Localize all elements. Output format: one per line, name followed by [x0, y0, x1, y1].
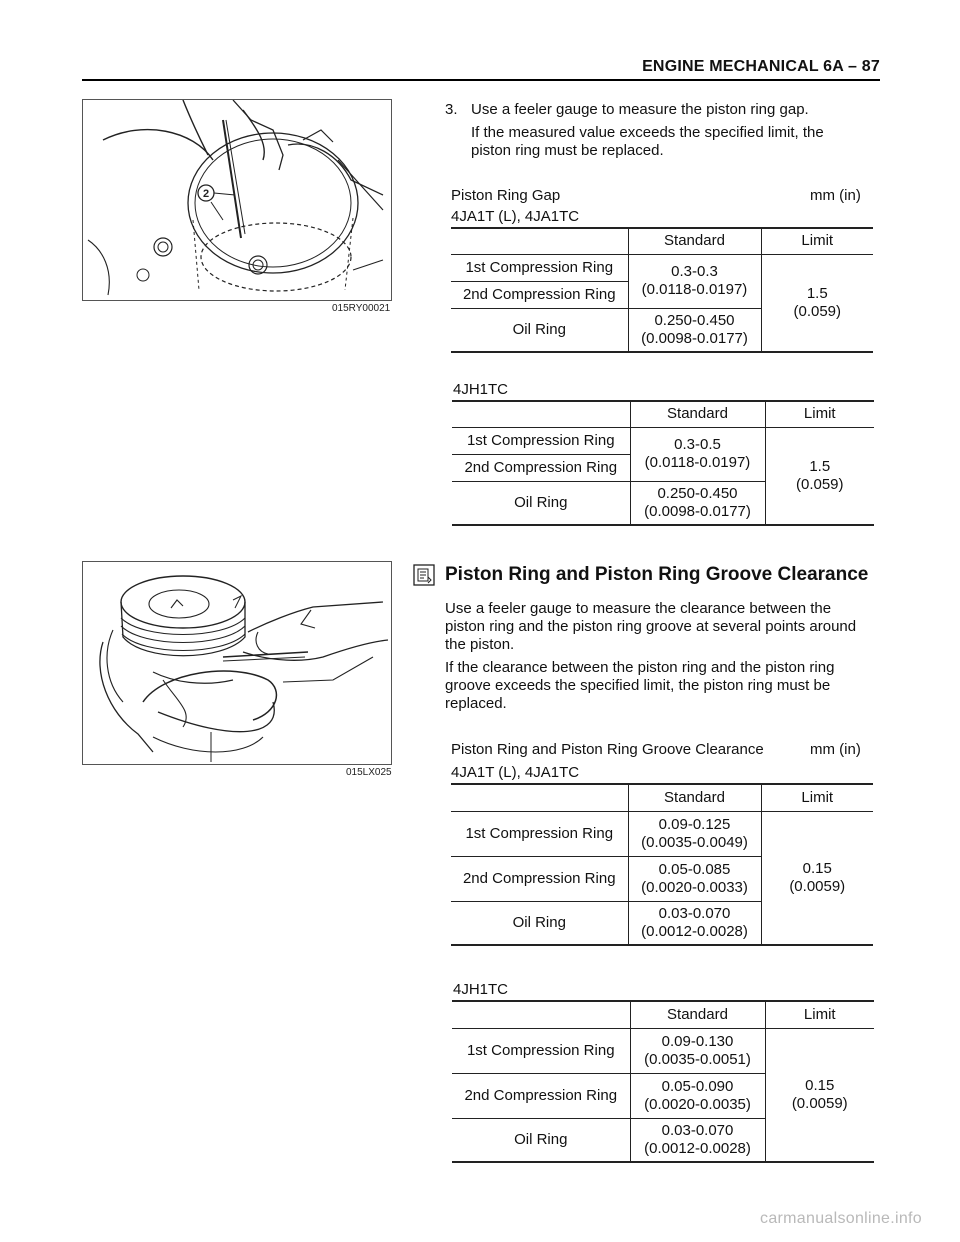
- groove-models-1: 4JA1T (L), 4JA1TC: [451, 764, 580, 781]
- watermark-text: carmanualsonline.info: [760, 1210, 922, 1227]
- limit-value-line-2: (0.0059): [791, 1094, 848, 1112]
- standard-value-line-1: 0.3-0.5: [674, 436, 721, 453]
- col-limit-header: Limit: [761, 228, 873, 254]
- col-standard-header: Standard: [628, 784, 761, 811]
- standard-value-line-1: 0.3-0.3: [671, 263, 718, 280]
- row-label-2nd-compression: 2nd Compression Ring: [452, 1073, 630, 1118]
- standard-value-line-1: 0.250-0.450: [654, 311, 735, 329]
- row-label-oil-ring: Oil Ring: [451, 308, 628, 352]
- standard-value-1st-compression: [628, 811, 761, 856]
- standard-value-oil-ring: [628, 901, 761, 945]
- standard-value-line-1: 0.03-0.070: [661, 1121, 734, 1139]
- standard-value-line-2: (0.0020-0.0033): [641, 878, 748, 896]
- standard-value-line-2: (0.0098-0.0177): [641, 329, 748, 347]
- limit-value-line-1: 0.15: [805, 1076, 835, 1094]
- standard-value-1st-compression: [630, 1028, 765, 1073]
- row-label-1st-compression: 1st Compression Ring: [451, 254, 628, 281]
- ring-gap-illustration: [83, 100, 391, 300]
- limit-value: [765, 1028, 874, 1162]
- col-limit-header: Limit: [761, 784, 873, 811]
- step-note-line-2: piston ring must be replaced.: [471, 142, 664, 159]
- standard-value-compression: [628, 254, 761, 308]
- header-blank-cell: [452, 401, 630, 427]
- groove-models-2: 4JH1TC: [453, 981, 509, 998]
- standard-value-line-2: (0.0012-0.0028): [644, 1139, 751, 1157]
- groove-caption: Piston Ring and Piston Ring Groove Clearance: [451, 741, 764, 758]
- standard-value-line-1: 0.250-0.450: [657, 484, 738, 502]
- header-blank-cell: [451, 228, 628, 254]
- row-label-1st-compression: 1st Compression Ring: [451, 811, 628, 856]
- row-label-oil-ring: Oil Ring: [452, 481, 630, 525]
- limit-value-line-1: 0.15: [802, 859, 832, 877]
- standard-value-line-1: 0.05-0.090: [661, 1077, 734, 1095]
- col-standard-header: Standard: [630, 1001, 765, 1028]
- row-label-2nd-compression: 2nd Compression Ring: [452, 454, 630, 481]
- row-label-oil-ring: Oil Ring: [451, 901, 628, 945]
- standard-value-line-1: 0.09-0.130: [661, 1032, 734, 1050]
- groove-clearance-illustration: [83, 562, 391, 764]
- standard-value-line-1: 0.03-0.070: [658, 904, 731, 922]
- step-note-line-1: If the measured value exceeds the specified limit, the: [471, 124, 824, 141]
- header-rule: [82, 79, 880, 81]
- groove-table-2: [452, 1000, 874, 1163]
- standard-value-2nd-compression: [628, 856, 761, 901]
- standard-value-line-2: (0.0118-0.0197): [644, 454, 751, 471]
- standard-value-line-2: (0.0035-0.0049): [641, 833, 748, 851]
- paragraph-1-line-1: Use a feeler gauge to measure the clearance between the: [445, 600, 832, 617]
- groove-table-1: [451, 783, 873, 946]
- col-standard-header: Standard: [628, 228, 761, 254]
- limit-value-line-2: (0.059): [793, 302, 842, 320]
- page-header-title: ENGINE MECHANICAL 6A – 87: [642, 58, 880, 75]
- limit-value-line-1: 1.5: [806, 284, 828, 302]
- standard-value-line-2: (0.0012-0.0028): [641, 922, 748, 940]
- inspection-icon: [413, 564, 435, 586]
- paragraph-1-line-2: piston ring and the piston ring groove at several points around: [445, 618, 857, 635]
- figure-code-2: 015LX025: [346, 767, 392, 778]
- limit-value-line-2: (0.059): [795, 475, 844, 493]
- figure-groove-clearance: [82, 561, 392, 765]
- col-limit-header: Limit: [765, 1001, 874, 1028]
- ring-gap-models-2: 4JH1TC: [453, 381, 509, 398]
- standard-value-line-1: 0.09-0.125: [658, 815, 731, 833]
- standard-value-line-2: (0.0020-0.0035): [644, 1095, 751, 1113]
- standard-value-line-2: (0.0098-0.0177): [644, 502, 751, 520]
- limit-value-line-2: (0.0059): [789, 877, 846, 895]
- step-number: 3.: [445, 101, 458, 118]
- row-label-2nd-compression: 2nd Compression Ring: [451, 281, 628, 308]
- standard-value-2nd-compression: [630, 1073, 765, 1118]
- figure-ring-gap: [82, 99, 392, 301]
- col-limit-header: Limit: [765, 401, 874, 427]
- ring-gap-models-1: 4JA1T (L), 4JA1TC: [451, 208, 580, 225]
- callout-2-label: 2: [202, 188, 210, 200]
- standard-value-line-1: 0.05-0.085: [658, 860, 731, 878]
- ring-gap-unit: mm (in): [810, 187, 861, 204]
- standard-value-line-2: (0.0035-0.0051): [644, 1050, 751, 1068]
- standard-value-compression: [630, 427, 765, 481]
- header-blank-cell: [451, 784, 628, 811]
- standard-value-oil-ring: [630, 1118, 765, 1162]
- standard-value-line-2: (0.0118-0.0197): [641, 281, 748, 298]
- header-blank-cell: [452, 1001, 630, 1028]
- limit-value: [765, 427, 874, 525]
- col-standard-header: Standard: [630, 401, 765, 427]
- limit-value-line-1: 1.5: [809, 457, 831, 475]
- groove-unit: mm (in): [810, 741, 861, 758]
- paragraph-2-line-2: groove exceeds the specified limit, the piston ring must be: [445, 677, 831, 694]
- ring-gap-caption: Piston Ring Gap: [451, 187, 561, 204]
- step-text: Use a feeler gauge to measure the piston ring gap.: [471, 101, 809, 118]
- paragraph-2-line-3: replaced.: [445, 695, 507, 712]
- figure-code-1: 015RY00021: [332, 303, 391, 314]
- limit-value: [761, 254, 873, 352]
- limit-value: [761, 811, 873, 945]
- standard-value-oil-ring: [630, 481, 765, 525]
- ring-gap-table-1: [451, 227, 873, 353]
- row-label-1st-compression: 1st Compression Ring: [452, 1028, 630, 1073]
- standard-value-oil-ring: [628, 308, 761, 352]
- row-label-2nd-compression: 2nd Compression Ring: [451, 856, 628, 901]
- paragraph-1-line-3: the piston.: [445, 636, 515, 653]
- paragraph-2-line-1: If the clearance between the piston ring and the piston ring: [445, 659, 835, 676]
- ring-gap-table-2: [452, 400, 874, 526]
- section-heading: Piston Ring and Piston Ring Groove Clearance: [445, 564, 869, 585]
- row-label-oil-ring: Oil Ring: [452, 1118, 630, 1162]
- row-label-1st-compression: 1st Compression Ring: [452, 427, 630, 454]
